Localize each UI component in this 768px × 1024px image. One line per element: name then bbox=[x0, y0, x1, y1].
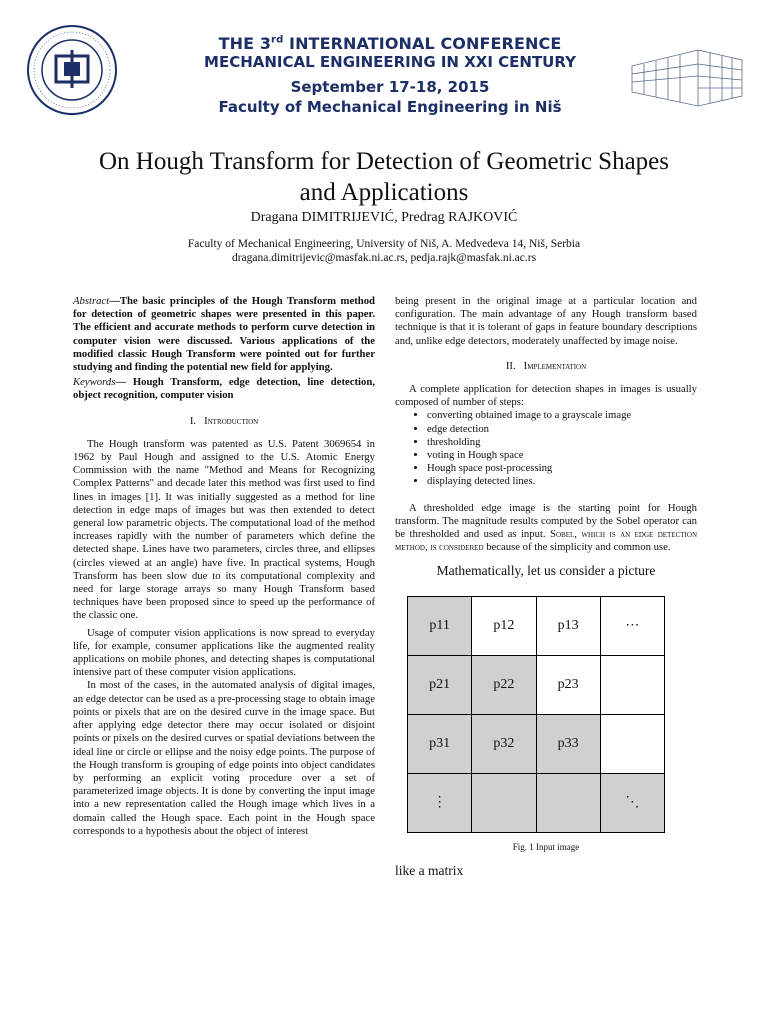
implementation-paragraph: A complete application for detection shapes in images is usually composed of number of steps: bbox=[395, 383, 697, 409]
matrix-cell: p31 bbox=[408, 714, 472, 773]
list-item: • Hough space post-processing bbox=[427, 462, 697, 475]
section-heading-implementation: II. Implementation bbox=[505, 359, 587, 372]
abstract: Abstract—The basic principles of the Hough Transform method for detection of geometric shapes were presented in this paper. The efficient and accurate methods to perform curve detection in computer vision were discussed. Various applications of the modified classic Hough Transform were pointed out for further studying and finding the potential new field for applying. bbox=[73, 295, 375, 374]
matrix-line: like a matrix bbox=[395, 862, 464, 878]
matrix-cell: ⋱ bbox=[600, 773, 664, 832]
university-seal-icon bbox=[26, 24, 118, 116]
section-heading-introduction: I. Introduction bbox=[189, 414, 259, 427]
conference-date: September 17-18, 2015 bbox=[290, 78, 490, 96]
matrix-cell bbox=[600, 714, 664, 773]
matrix-cell: p12 bbox=[472, 596, 536, 655]
list-item: • edge detection bbox=[427, 423, 697, 436]
input-image-matrix-figure bbox=[407, 596, 665, 833]
conference-venue: Faculty of Mechanical Engineering in Niš bbox=[218, 98, 562, 116]
intro-paragraph-3: In most of the cases, in the automated analysis of digital images, an edge detector can be used as a pre-processing stage to obtain image points or pixels that are on the desired curve in the image space. But after applying edge detector there may occur isolated or disjoint points or pixels on the desired curves or spatial deviations between the ideal line or circle or ellipse and the noisy edge points. The purpose of the Hough transform is grouping of edge points into object candidates by performing an explicit voting procedure over a set of parameterized image objects. It is done by converting the input image into a new representation called the Hough image which lives in a domain called the Hough space. Each point in the Hough space corresponds to a hypothesis about the object of interest bbox=[73, 679, 375, 837]
author-emails: dragana.dimitrijevic@masfak.ni.ac.rs, pedja.rajk@masfak.ni.ac.rs bbox=[231, 252, 537, 264]
matrix-cell bbox=[536, 773, 600, 832]
intro-paragraph-1: The Hough transform was patented as U.S. Patent 3069654 in 1962 by Paul Hough and assigned to the U.S. Atomic Energy Commission with the name "Method and Means for Recognizing Complex Patterns" and decade later this method was first used to find lines in images [1]. It was initially suggested as a method for line detection in edge maps of images but was then extended to detect general low parametric objects. The computational load of the method increases rapidly with the number of parameters which define the detected shape. Lines have two parameters, circles three, and ellipses (circles viewed at an angle) have five. In practical systems, Hough Transform has been slow due to its computational complexity and need for large storage arrays so many Hough Transform based techniques have been proposed since to speed up the performance of the classic one. bbox=[73, 437, 375, 622]
matrix-cell: p11 bbox=[408, 596, 472, 655]
steps-list bbox=[395, 409, 697, 488]
keywords: Keywords— Hough Transform, edge detection, line detection, object recognition, computer vision bbox=[73, 376, 375, 402]
conference-header bbox=[0, 0, 768, 130]
paper-title: On Hough Transform for Detection of Geometric Shapes and Applications bbox=[98, 148, 670, 206]
matrix-cell bbox=[472, 773, 536, 832]
right-column bbox=[395, 295, 697, 877]
list-item: • displaying detected lines. bbox=[427, 475, 697, 488]
matrix-cell: p32 bbox=[472, 714, 536, 773]
intro-paragraph-2: Usage of computer vision applications is now spread to everyday life, for example, consumer applications like the augmented reality applications on mobile phones, and detecting shapes is computational intensive part of these computer vision applications. bbox=[73, 626, 375, 679]
paper-authors: Dragana DIMITRIJEVIĆ, Predrag RAJKOVIĆ bbox=[250, 210, 518, 225]
math-intro-line: Mathematically, let us consider a picture bbox=[436, 563, 656, 579]
matrix-cell: p23 bbox=[536, 655, 600, 714]
matrix-cell: p21 bbox=[408, 655, 472, 714]
matrix-cell bbox=[600, 655, 664, 714]
conference-title: THE 3rd INTERNATIONAL CONFERENCE bbox=[218, 34, 562, 53]
faculty-building-icon bbox=[628, 36, 746, 108]
matrix-cell: p33 bbox=[536, 714, 600, 773]
matrix-cell: ⋮ bbox=[408, 773, 472, 832]
list-item: • thresholding bbox=[427, 436, 697, 449]
list-item: • converting obtained image to a grayscale image bbox=[427, 409, 697, 422]
threshold-paragraph: A thresholded edge image is the starting point for Hough transform. The magnitude results computed by the Sobel operator can be thresholded and used as input. Sobel, which is an edge detection method, is considered because of the simplicity and common use. bbox=[395, 501, 697, 554]
conference-subtitle: MECHANICAL ENGINEERING IN XXI CENTURY bbox=[204, 53, 576, 71]
author-affiliation: Faculty of Mechanical Engineering, University of Niš, A. Medvedeva 14, Niš, Serbia dragana.dimitrijevic@masfak.ni.ac.rs, pedja.rajk@masfak.ni.ac.rs bbox=[40, 237, 728, 265]
matrix-cell: p13 bbox=[536, 596, 600, 655]
matrix-cell: p22 bbox=[472, 655, 536, 714]
continued-paragraph: being present in the original image at a particular location and configuration. The main advantage of any Hough transform based technique is that it is tolerant of gaps in feature boundary descriptions and, unlike edge detectors, moderately unaffected by image noise. bbox=[395, 295, 697, 347]
left-column bbox=[73, 295, 375, 838]
figure-caption: Fig. 1 Input image bbox=[512, 841, 580, 852]
list-item: • voting in Hough space bbox=[427, 449, 697, 462]
matrix-cell: ⋯ bbox=[600, 596, 664, 655]
